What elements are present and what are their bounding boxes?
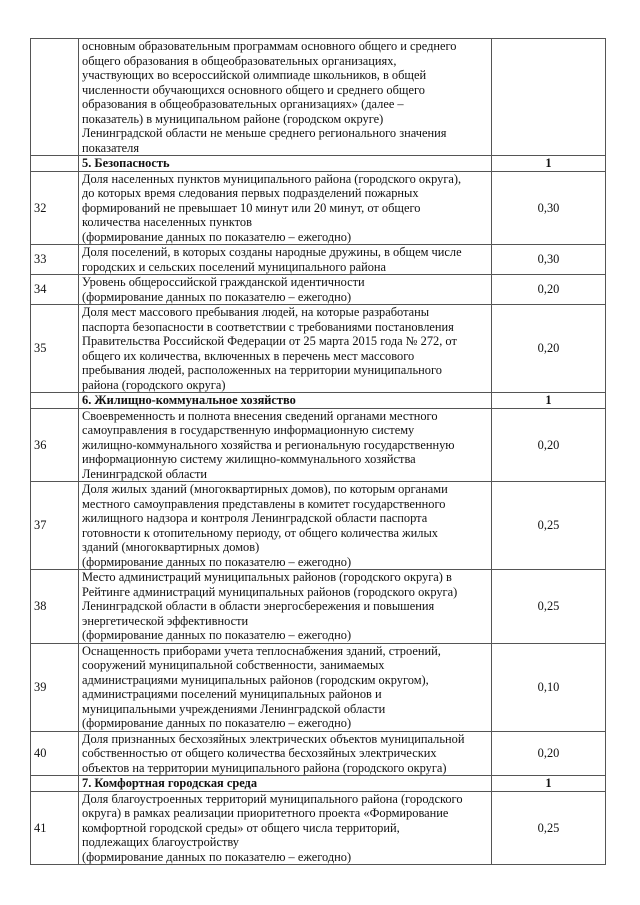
row-number: 38 bbox=[31, 570, 79, 644]
table-row bbox=[31, 245, 606, 275]
table-row bbox=[31, 570, 606, 644]
indicator-text: Доля благоустроенных территорий муниципального района (городского округа) в рамках реализации приоритетного проекта «Формирование комфортной городской среды» от общего числа территорий, подлежащих благоустройству (формирование данных по показателю – ежегодно) bbox=[79, 791, 492, 865]
weight-value: 0,30 bbox=[492, 171, 606, 245]
table-body bbox=[31, 39, 606, 865]
row-number bbox=[31, 393, 79, 409]
weight-value: 1 bbox=[492, 776, 606, 792]
section-header-row bbox=[31, 393, 606, 409]
weight-value: 0,25 bbox=[492, 482, 606, 570]
row-number: 39 bbox=[31, 643, 79, 731]
indicator-text: Уровень общероссийской гражданской идентичности (формирование данных по показателю – ежегодно) bbox=[79, 275, 492, 305]
table-row bbox=[31, 275, 606, 305]
indicator-text: 6. Жилищно-коммунальное хозяйство bbox=[79, 393, 492, 409]
table-row bbox=[31, 408, 606, 482]
row-number: 40 bbox=[31, 731, 79, 776]
indicator-text: Доля поселений, в которых созданы народные дружины, в общем числе городских и сельских поселений муниципального района bbox=[79, 245, 492, 275]
table-row bbox=[31, 305, 606, 393]
indicator-text: Место администраций муниципальных районов (городского округа) в Рейтинге администраций муниципальных районов (городского округа) Ленинградской области в области энергосбережения и повышения энергетической эффективности (формирование данных по показателю – ежегодно) bbox=[79, 570, 492, 644]
row-number bbox=[31, 39, 79, 156]
row-number: 36 bbox=[31, 408, 79, 482]
weight-value: 0,25 bbox=[492, 791, 606, 865]
indicator-text: Доля жилых зданий (многоквартирных домов), по которым органами местного самоуправления представлены в комитет государственного жилищного надзора и контроля Ленинградской области паспорта готовности к отопительному периоду, от общего количества жилых зданий (многоквартирных домов) (формирование данных по показателю – ежегодно) bbox=[79, 482, 492, 570]
indicator-text: 7. Комфортная городская среда bbox=[79, 776, 492, 792]
weight-value: 1 bbox=[492, 393, 606, 409]
weight-value: 0,20 bbox=[492, 408, 606, 482]
indicator-text: Доля мест массового пребывания людей, на которые разработаны паспорта безопасности в соответствии с требованиями постановления Правительства Российской Федерации от 25 марта 2015 года № 272, от общего их количества, включенных в перечень мест массового пребывания людей, расположенных на территории муниципального района (городского округа) bbox=[79, 305, 492, 393]
indicator-text: основным образовательным программам основного общего и среднего общего образования в общеобразовательных организациях, участвующих во всероссийской олимпиаде школьников, в общей численности обучающихся основного общего и среднего общего образования в общеобразовательных организациях» (далее – показатель) в муниципальном районе (городском округе) Ленинградской области не меньше среднего регионального значения показателя bbox=[79, 39, 492, 156]
row-number: 32 bbox=[31, 171, 79, 245]
table-row bbox=[31, 791, 606, 865]
indicator-text: Оснащенность приборами учета теплоснабжения зданий, строений, сооружений муниципальной собственности, занимаемых администрациями муниципальных районов (городским округом), администрациями поселений муниципальных районов и муниципальными учреждениями Ленинградской области (формирование данных по показателю – ежегодно) bbox=[79, 643, 492, 731]
weight-value: 0,20 bbox=[492, 305, 606, 393]
row-number: 41 bbox=[31, 791, 79, 865]
indicator-text: 5. Безопасность bbox=[79, 156, 492, 172]
row-number: 34 bbox=[31, 275, 79, 305]
row-number bbox=[31, 776, 79, 792]
section-header-row bbox=[31, 776, 606, 792]
indicators-table bbox=[30, 38, 606, 865]
table-row bbox=[31, 482, 606, 570]
weight-value: 0,30 bbox=[492, 245, 606, 275]
weight-value: 1 bbox=[492, 156, 606, 172]
table-row bbox=[31, 171, 606, 245]
weight-value: 0,20 bbox=[492, 731, 606, 776]
weight-value: 0,20 bbox=[492, 275, 606, 305]
indicator-text: Доля населенных пунктов муниципального района (городского округа), до которых время следования первых подразделений пожарных формирований не превышает 10 минут или 20 минут, от общего количества населенных пунктов (формирование данных по показателю – ежегодно) bbox=[79, 171, 492, 245]
row-number: 37 bbox=[31, 482, 79, 570]
indicator-text: Своевременность и полнота внесения сведений органами местного самоуправления в государственную информационную систему жилищно-коммунального хозяйства и региональную государственную информационную систему жилищно-коммунального хозяйства Ленинградской области bbox=[79, 408, 492, 482]
row-number: 33 bbox=[31, 245, 79, 275]
weight-value bbox=[492, 39, 606, 156]
weight-value: 0,25 bbox=[492, 570, 606, 644]
row-number: 35 bbox=[31, 305, 79, 393]
table-row bbox=[31, 643, 606, 731]
table-row bbox=[31, 731, 606, 776]
indicator-text: Доля признанных бесхозяйных электрических объектов муниципальной собственностью от общего количества бесхозяйных электрических объектов на территории муниципального района (городского округа) bbox=[79, 731, 492, 776]
section-header-row bbox=[31, 156, 606, 172]
table-row bbox=[31, 39, 606, 156]
weight-value: 0,10 bbox=[492, 643, 606, 731]
row-number bbox=[31, 156, 79, 172]
